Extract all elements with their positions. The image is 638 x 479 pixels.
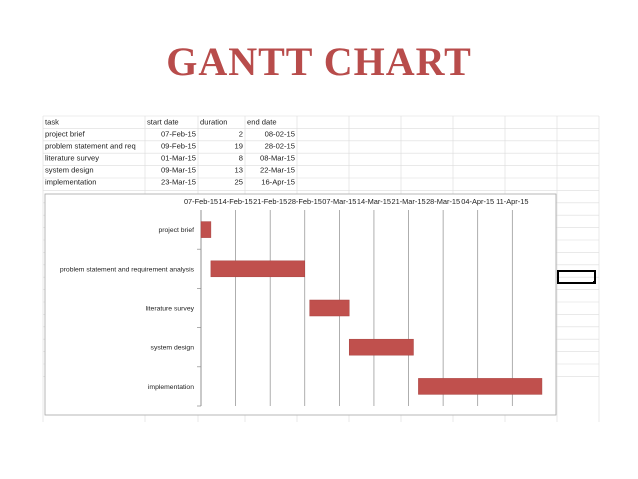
cell-task[interactable]: literature survey [45,153,100,163]
cell-duration[interactable]: 19 [234,141,243,151]
cell-end-date[interactable]: 08-02-15 [264,129,295,139]
x-tick-label: 28-Feb-15 [287,197,322,206]
cell-task[interactable]: project brief [45,129,85,139]
cell-start-date[interactable]: 01-Mar-15 [160,153,196,163]
header-duration[interactable]: duration [200,117,228,127]
cell-start-date[interactable]: 07-Feb-15 [160,129,196,139]
category-label: problem statement and requirement analysis [59,266,194,274]
cell-duration[interactable]: 13 [234,165,243,175]
cell-end-date[interactable]: 28-02-15 [264,141,295,151]
x-tick-label: 21-Feb-15 [253,197,288,206]
cell-start-date[interactable]: 09-Mar-15 [160,165,196,175]
gantt-bar[interactable] [310,300,350,316]
x-tick-label: 07-Mar-15 [322,197,357,206]
category-label: literature survey [145,305,194,313]
cell-duration[interactable]: 2 [238,129,243,139]
x-tick-label: 28-Mar-15 [426,197,461,206]
cell-end-date[interactable]: 08-Mar-15 [259,153,295,163]
gantt-bar[interactable] [211,261,305,277]
cell-duration[interactable]: 25 [234,177,243,187]
cell-task[interactable]: problem statement and req [45,141,136,151]
cell-task[interactable]: system design [45,165,94,175]
header-start-date[interactable]: start date [147,117,179,127]
gantt-bar[interactable] [418,378,542,394]
cell-start-date[interactable]: 23-Mar-15 [160,177,196,187]
slide-title: GANTT CHART [166,39,472,84]
category-label: system design [150,344,194,352]
header-task[interactable]: task [45,117,59,127]
x-tick-label: 21-Mar-15 [391,197,426,206]
x-tick-label: 07-Feb-15 [183,197,219,206]
x-tick-label: 11-Apr-15 [496,197,529,206]
header-end-date[interactable]: end date [247,117,277,127]
x-tick-label: 04-Apr-15 [461,197,495,206]
cell-end-date[interactable]: 22-Mar-15 [259,165,295,175]
task-table [45,118,295,187]
category-label: implementation [147,383,194,391]
cell-task[interactable]: implementation [45,177,97,187]
cell-duration[interactable]: 8 [238,153,243,163]
x-tick-label: 14-Mar-15 [356,197,391,206]
x-tick-label: 14-Feb-15 [218,197,253,206]
cell-start-date[interactable]: 09-Feb-15 [160,141,196,151]
gantt-bar[interactable] [349,339,413,355]
fill-handle[interactable] [593,281,596,284]
cell-end-date[interactable]: 16-Apr-15 [261,177,295,187]
gantt-bar[interactable] [201,222,211,238]
category-label: project brief [158,227,194,235]
